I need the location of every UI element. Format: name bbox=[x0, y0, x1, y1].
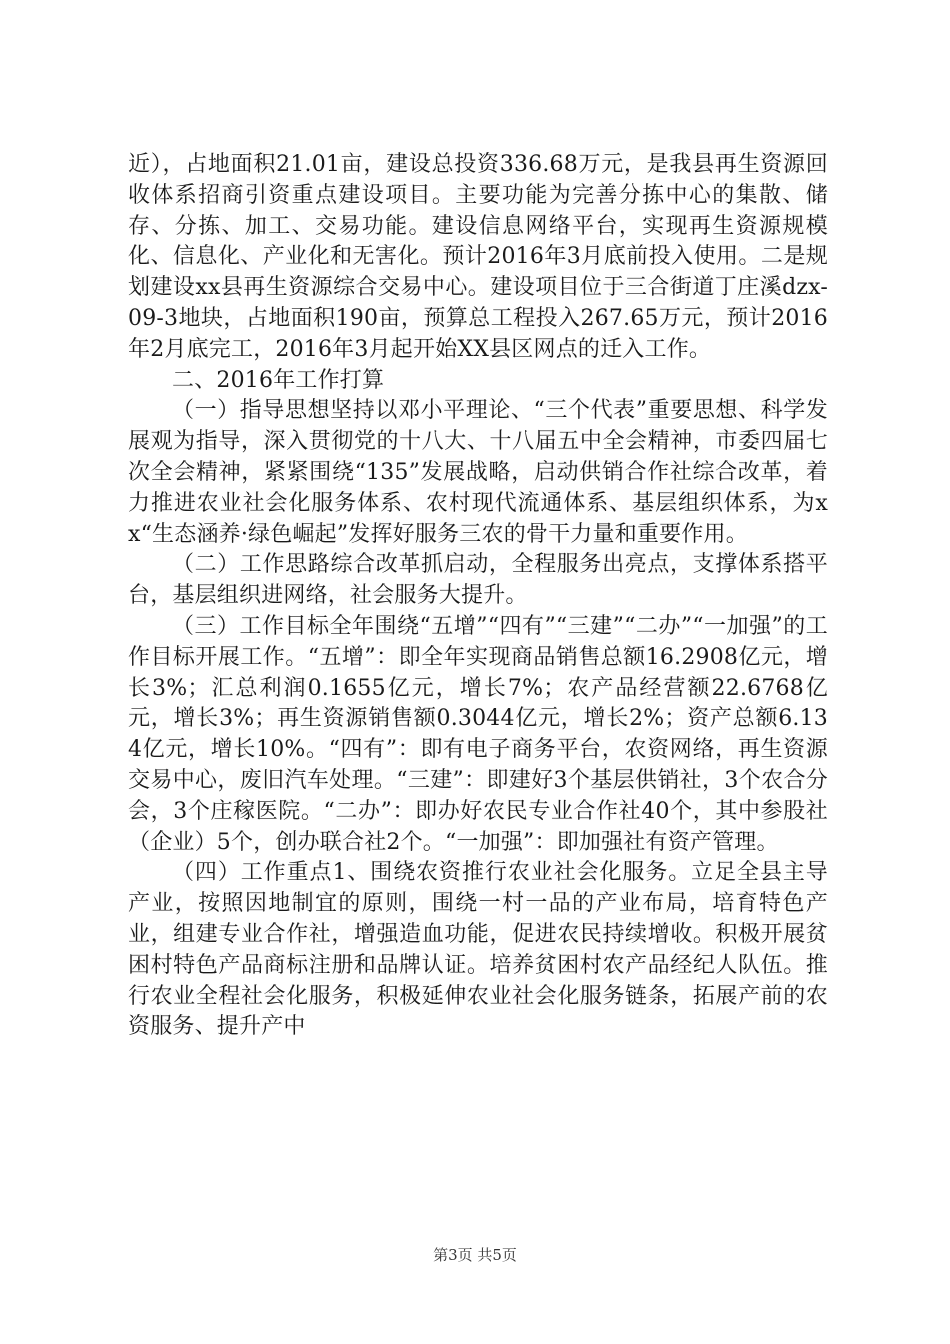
paragraph-work-approach: （二）工作思路综合改革抓启动，全程服务出亮点，支撑体系搭平台，基层组织进网络，社会服务大提升。 bbox=[128, 552, 828, 609]
page-number-footer: 第3页 共5页 bbox=[433, 1246, 517, 1264]
paragraph-work-goals: （三）工作目标全年围绕“五增”“四有”“三建”“二办”“一加强”的工作目标开展工作。“五增”：即全年实现商品销售总额16.2908亿元，增长3%；汇总利润0.1655亿元，增长7%；农产品经营额22.6768亿元，增长3%；再生资源销售额0.3044亿元，增长2%；资产总额6.134亿元，增长10%。“四有”：即有电子商务平台，农资网络，再生资源交易中心，废旧汽车处理。“三建”：即建好3个基层供销社，3个农合分会，3个庄稼医院。“二办”：即办好农民专业合作社40个，其中参股社（企业）5个，创办联合社2个。“一加强”：即加强社有资产管理。 bbox=[128, 613, 828, 855]
paragraph-continuation: 近），占地面积21.01亩，建设总投资336.68万元，是我县再生资源回收体系招商引资重点建设项目。主要功能为完善分拣中心的集散、储存、分拣、加工、交易功能。建设信息网络平台，实现再生资源规模化、信息化、产业化和无害化。预计2016年3月底前投入使用。二是规划建设xx县再生资源综合交易中心。建设项目位于三合街道丁庄溪dzx-09-3地块，占地面积190亩，预算总工程投入267.65万元，预计2016年2月底完工，2016年3月起开始XX县区网点的迁入工作。 bbox=[128, 152, 828, 362]
paragraph-work-priorities: （四）工作重点1、围绕农资推行农业社会化服务。立足全县主导产业，按照因地制宜的原则，围绕一村一品的产业布局，培育特色产业，组建专业合作社，增强造血功能，促进农民持续增收。积极开展贫困村特色产品商标注册和品牌认证。培养贫困村农产品经纪人队伍。推行农业全程社会化服务，积极延伸农业社会化服务链条，拓展产前的农资服务、提升产中 bbox=[128, 860, 828, 1040]
paragraph-guiding-ideology: （一）指导思想坚持以邓小平理论、“三个代表”重要思想、科学发展观为指导，深入贯彻党的十八大、十八届五中全会精神，市委四届七次全会精神，紧紧围绕“135”发展战略，启动供销合作社综合改革，着力推进农业社会化服务体系、农村现代流通体系、基层组织体系，为xx“生态涵养·绿色崛起”发挥好服务三农的骨干力量和重要作用。 bbox=[128, 398, 828, 547]
document-body bbox=[128, 150, 828, 1043]
section-heading: 二、2016年工作打算 bbox=[172, 367, 385, 393]
